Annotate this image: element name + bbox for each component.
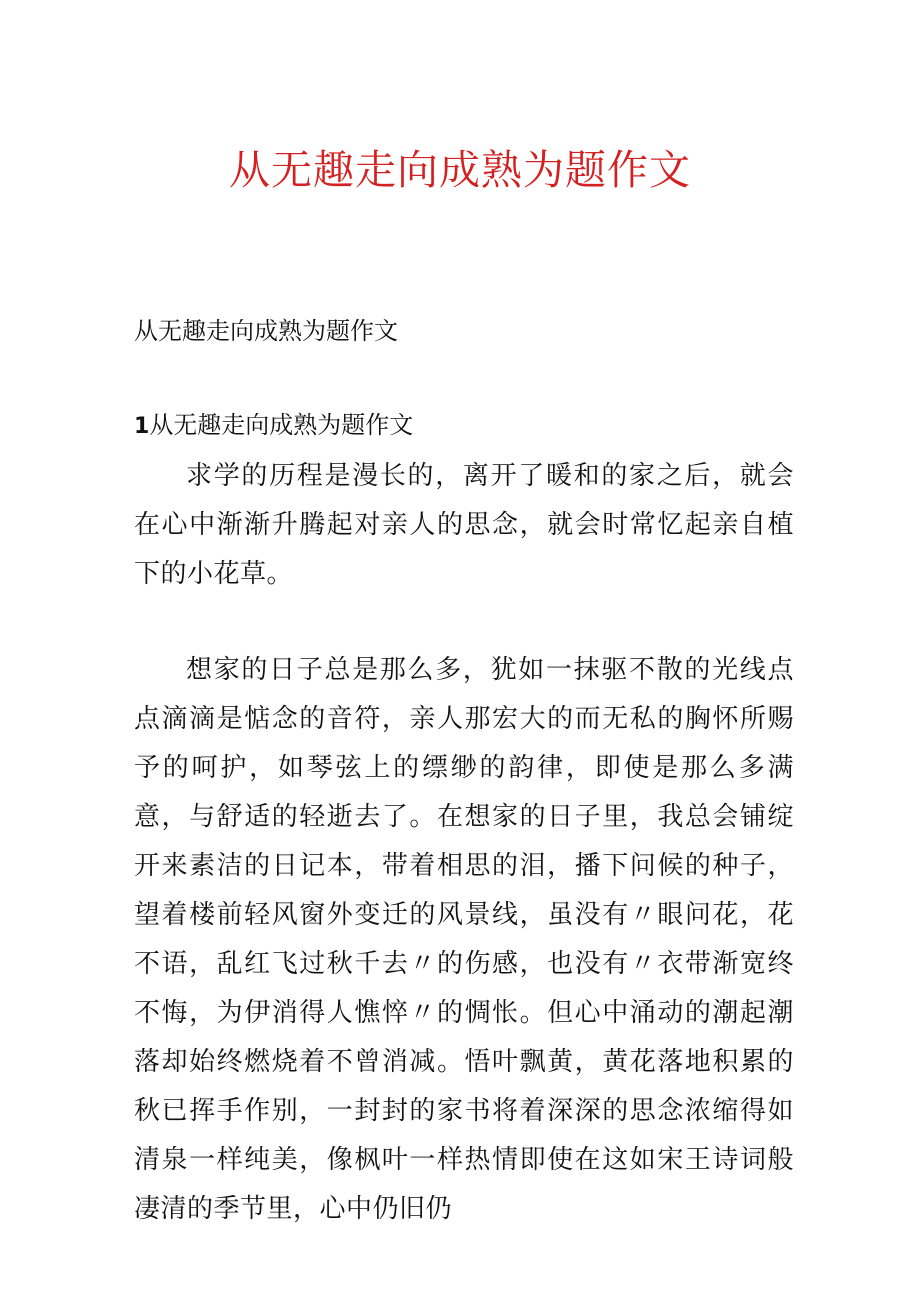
- paragraph-1: 求学的历程是漫长的，离开了暖和的家之后，就会在心中渐渐升腾起对亲人的思念，就会时常忆起亲自植下的小花草。: [134, 461, 794, 589]
- section-number: 1: [134, 414, 150, 439]
- section-heading: [134, 407, 413, 445]
- document-title: 从无趣走向成熟为题作文: [229, 146, 691, 194]
- section-heading-text: 从无趣走向成熟为题作文: [149, 411, 414, 439]
- document-subtitle: 从无趣走向成熟为题作文: [134, 317, 398, 345]
- paragraph-2: 想家的日子总是那么多，犹如一抹驱不散的光线点点滴滴是惦念的音符，亲人那宏大的而无私的胸怀所赐予的呵护，如琴弦上的缥缈的韵律，即使是那么多满意，与舒适的轻逝去了。在想家的日子里，我总会铺绽开来素洁的日记本，带着相思的泪，播下问候的种子，望着楼前轻风窗外变迁的风景线，虽没有〃眼问花，花不语，乱红飞过秋千去〃的伤感，也没有〃衣带渐宽终不悔，为伊消得人憔悴〃的惆怅。但心中涌动的潮起潮落却始终燃烧着不曾消减。悟叶飘黄，黄花落地积累的秋已挥手作别，一封封的家书将着深深的思念浓缩得如清泉一样纯美，像枫叶一样热情即使在这如宋王诗词般凄清的季节里，心中仍旧仍: [134, 655, 794, 1224]
